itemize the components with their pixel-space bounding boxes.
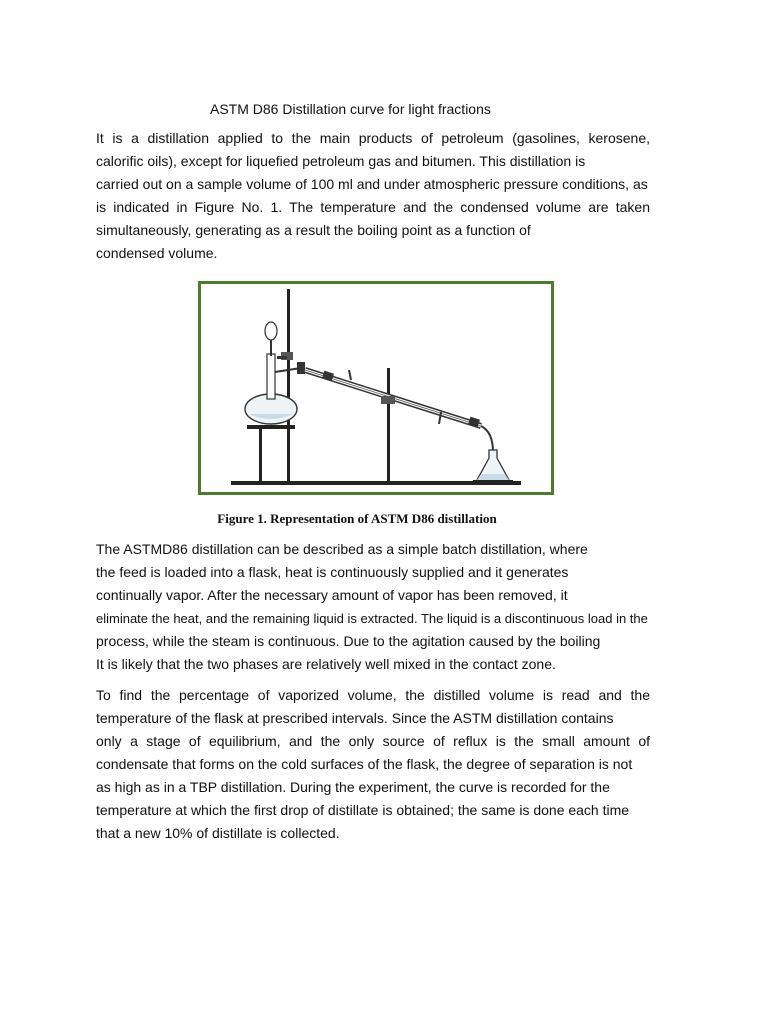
body-line: eliminate the heat, and the remaining liquid is extracted. The liquid is a discontinuous load in the [96, 611, 648, 626]
middle-stand-rod [387, 368, 390, 481]
body-line: only a stage of equilibrium, and the only source of reflux is the small amount of [96, 733, 650, 749]
body-line: temperature of the flask at prescribed intervals. Since the ASTM distillation contains [96, 710, 614, 726]
body-line: that a new 10% of distillate is collected. [96, 825, 340, 841]
heating-plate [247, 425, 295, 429]
body-line: To find the percentage of vaporized volume, the distilled volume is read and the [96, 687, 650, 703]
left-stand-rod [287, 289, 290, 481]
flask-neck [267, 354, 275, 399]
body-line: process, while the steam is continuous. Due to the agitation caused by the boiling [96, 633, 601, 649]
intro-line: simultaneously, generating as a result the boiling point as a function of [96, 222, 531, 238]
body-paragraph-1 [96, 538, 656, 676]
distillation-figure [198, 281, 554, 495]
body-paragraph-2 [96, 684, 656, 845]
distillation-apparatus-illustration [201, 284, 551, 492]
intro-paragraph [96, 127, 656, 265]
body-line: The ASTMD86 distillation can be described as a simple batch distillation, where [96, 541, 588, 557]
body-line: temperature at which the first drop of distillate is obtained; the same is done each time [96, 802, 630, 818]
intro-line: calorific oils), except for liquefied petroleum gas and bitumen. This distillation is [96, 153, 586, 169]
intro-line: is indicated in Figure No. 1. The temperature and the condensed volume are taken [96, 199, 650, 215]
intro-line: condensed volume. [96, 245, 218, 261]
body-line: It is likely that the two phases are relatively well mixed in the contact zone. [96, 656, 556, 672]
adapter-joint [297, 362, 305, 374]
body-line: condensate that forms on the cold surfaces of the flask, the degree of separation is not [96, 756, 633, 772]
body-line: continually vapor. After the necessary amount of vapor has been removed, it [96, 587, 568, 603]
document-title: ASTM D86 Distillation curve for light fractions [210, 101, 491, 117]
support-leg [259, 429, 262, 481]
body-line: the feed is loaded into a flask, heat is continuously supplied and it generates [96, 564, 569, 580]
figure-caption: Figure 1. Representation of ASTM D86 distillation [217, 511, 497, 526]
thermometer-bulb [265, 322, 277, 340]
body-line: as high as in a TBP distillation. During the experiment, the curve is recorded for the [96, 779, 610, 795]
intro-line: It is a distillation applied to the main products of petroleum (gasolines, kerosene, [96, 130, 650, 146]
intro-line: carried out on a sample volume of 100 ml and under atmospheric pressure conditions, as [96, 176, 648, 192]
